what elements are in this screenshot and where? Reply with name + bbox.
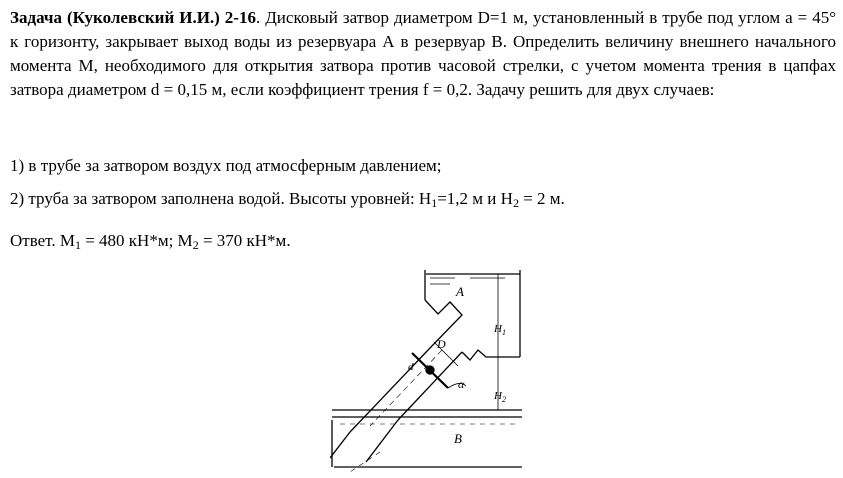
- problem-statement: [10, 6, 836, 102]
- label-d-trunnion: d: [408, 361, 414, 373]
- label-d-diameter: D: [437, 337, 446, 351]
- case-2: 2) труба за затвором заполнена водой. Высоты уровней: $H_1=1,2$ м и $H_2 = 2$ м.: [10, 189, 565, 210]
- pipe-wall-upper: [350, 348, 430, 432]
- label-alpha: α: [458, 377, 465, 391]
- label-h1: $H_1$: [494, 323, 506, 337]
- answer: Ответ. $M_1 = 480$ кН*м; $M_2 = 370$ кН*м.: [10, 231, 291, 252]
- gate-diagram: [330, 262, 530, 476]
- case-1: 1) в трубе за затвором воздух под атмосферным давлением;: [10, 156, 442, 175]
- trunnion: [426, 366, 434, 374]
- problem-text: . Дисковый затвор диаметром D=1 м, установленный в трубе под углом a = 45° к горизонту, закрывает выход воды из резервуара А в резервуар В. Определить величину внешнего начального момента М, необходимого для открытия затвора против часовой стрелки, с учетом момента трения в цапфах затвора диаметром d = 0,15 м, если коэффициент трения f = 0,2. Задачу решить для двух случаев:: [10, 8, 837, 99]
- label-b: B: [454, 431, 462, 446]
- problem-title: Задача (Куколевский И.И.) 2-16: [10, 8, 256, 27]
- label-a: A: [456, 284, 464, 299]
- label-h2: $H_2$: [494, 390, 506, 404]
